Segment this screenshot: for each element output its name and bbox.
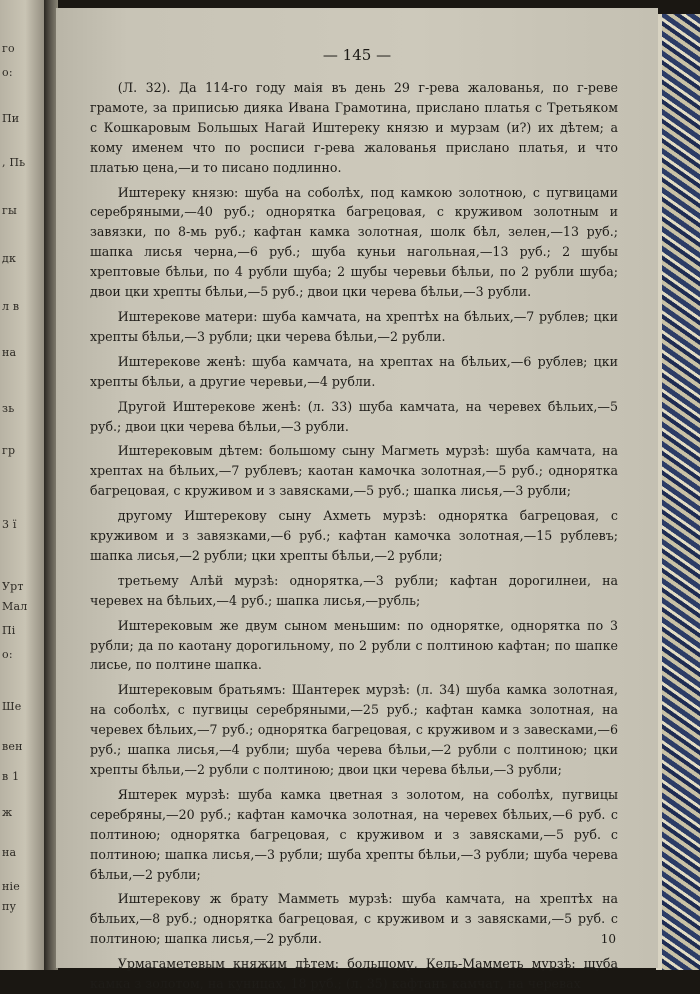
facing-page-fragment: 3 ї (2, 518, 17, 531)
facing-page-fragment: Пі (2, 624, 16, 637)
facing-page-fragment: в 1 (2, 770, 20, 783)
facing-page-fragment: зь (2, 402, 15, 415)
facing-page-fragment: Мал (2, 600, 28, 613)
facing-page-fragment: гр (2, 444, 16, 457)
paragraph: третьему Алѣй мурзѣ: однорятка,—3 рубли; кафтан дорогилнеи, на черевех на бѣльих,—4 руб.; шапка лисья,—рубль; (90, 572, 618, 608)
facing-page-fragment: на (2, 346, 17, 359)
facing-page-fragment: на (2, 846, 17, 859)
book-page (56, 8, 658, 992)
paragraph: Другой Иштерекове женѣ: (л. 33) шуба камчата, на черевех бѣльих,—5 руб.; двои цки черева бѣльи,—3 рубли. (90, 398, 618, 434)
paragraph: Иштерекову ж брату Мамметь мурзѣ: шуба камчата, на хрептѣх на бѣльих,—8 руб.; однорятка багрецовая, с круживом и з завясками,—5 руб. с полтиною; шапка лисья,—2 рубли. (90, 891, 618, 947)
facing-page-fragment: ніе (2, 880, 20, 893)
facing-page-fragment: гы (2, 204, 17, 217)
facing-page-fragment: о: (2, 648, 13, 661)
paragraph: Иштерекове женѣ: шуба камчата, на хрептах на бѣльих,—6 рублев; цки хрепты бѣльи, а другие черевьи,—4 рубли. (90, 353, 618, 389)
facing-page-fragment: Пи (2, 112, 20, 125)
facing-page-fragment: , Пь (2, 156, 26, 169)
facing-page-fragment: го (2, 42, 15, 55)
paragraph: Иштерековым братьямъ: Шантерек мурзѣ: (л. 34) шуба камка золотная, на соболѣх, с пугвицы серебряными,—25 руб.; кафтан камка золотная, на черевех бѣльих,—7 руб.; однорятка багрецовая, с круживом и з завесками,—6 руб.; шапка лисья,—4 рубли; шуба черева бѣльи,—2 рубли с полтиною; цки хрепты бѣльи,—2 рубли с полтиною; двои цки черева бѣльи,—3 рубли; (90, 682, 618, 777)
facing-page-fragment: дк (2, 252, 17, 265)
paragraph: другому Иштерекову сыну Ахметь мурзѣ: однорятка багрецовая, с круживом и з завязками,—6 руб.; кафтан камочка золотная,—15 рублевъ; шапка лисья,—2 рубли; цки хрепты бѣльи,—2 рубли; (90, 508, 618, 563)
signature-mark: 10 (600, 932, 616, 946)
paragraph: (Л. 32). Да 114-го году маія въ день 29 г-рева жалованья, по г-реве грамоте, за приписью дияка Ивана Грамотина, прислано платья с Третьяком с Кошкаровым Большых Нагай Иштереку князю и мурзам (и?) их дѣтем; а кому именем что по росписи г-рева жалованья прислано платья, и что платью цена,—и то писано подлинно. (90, 80, 618, 175)
facing-page-fragment: л в (2, 300, 20, 313)
facing-page-fragment: о: (2, 66, 13, 79)
paragraph: Иштерековым же двум сыном меньшим: по однорятке, однорятка по 3 рубли; да по каотану дорогильному, по 2 рубли с полтиною кафтан; по шапке лисье, по полтине шапка. (90, 617, 618, 673)
facing-page-edge (0, 0, 46, 970)
paragraph: Яштерек мурзѣ: шуба камка цветная з золотом, на соболѣх, пугвицы серебряны,—20 руб.; кафтан камочка золотная, на черевех бѣльих,—6 руб. с полтиною; однорятка багрецовая, с круживом и з завясками,—5 руб. с полтиною; шапка лисья,—3 рубли; шуба хрепты бѣльи,—3 рубли; шуба черева бѣльи,—2 рубли; (90, 786, 618, 882)
facing-page-fragment: Урт (2, 580, 24, 593)
facing-page-fragment: ж (2, 806, 13, 819)
facing-page-fragment: Ше (2, 700, 22, 713)
paragraph: Урмагаметевым княжим дѣтем: большому, Кель-Мамметь мурзѣ: шуба камка з золотом, на куницах, 18 руб.; (л. 35) кафтанъ камчат, на черевах (90, 956, 618, 992)
marbled-page-edge (656, 14, 700, 970)
paragraph: Иштерекове матери: шуба камчата, на хрептѣх на бѣльих,—7 рублев; цки хрепты бѣльи,—3 рубли; цки черева бѣльи,—2 рубли. (90, 308, 618, 344)
facing-page-fragment: пу (2, 900, 17, 913)
facing-page-fragment: вен (2, 740, 23, 753)
page-number: — 145 — (322, 46, 392, 64)
paragraph: Иштереку князю: шуба на соболѣх, под камкою золотною, с пугвицами серебряными,—40 руб.; однорятка багрецовая, с круживом золотным и завязки, по 8-мь руб.; кафтан камка золотная, шолк бѣл, зелен,—13 руб.; шапка лисья черна,—6 руб.; шуба куньи нагольная,—13 руб.; 2 шубы хрептовые бѣльи, по 4 рубли шуба; 2 шубы черевьи бѣльи, по 2 рубли шуба; двои цки хрепты бѣльи,—5 руб.; двои цки черева бѣльи,—3 рубли. (90, 184, 618, 300)
page-body (90, 78, 618, 994)
paragraph: Иштерековым дѣтем: большому сыну Магметь мурзѣ: шуба камчата, на хрептах на бѣльих,—7 рублевъ; каотан камочка золотная,—5 руб.; однорятка багрецовая, с круживом и з завясками,—5 руб.; шапка лисья,—3 рубли; (90, 443, 618, 499)
